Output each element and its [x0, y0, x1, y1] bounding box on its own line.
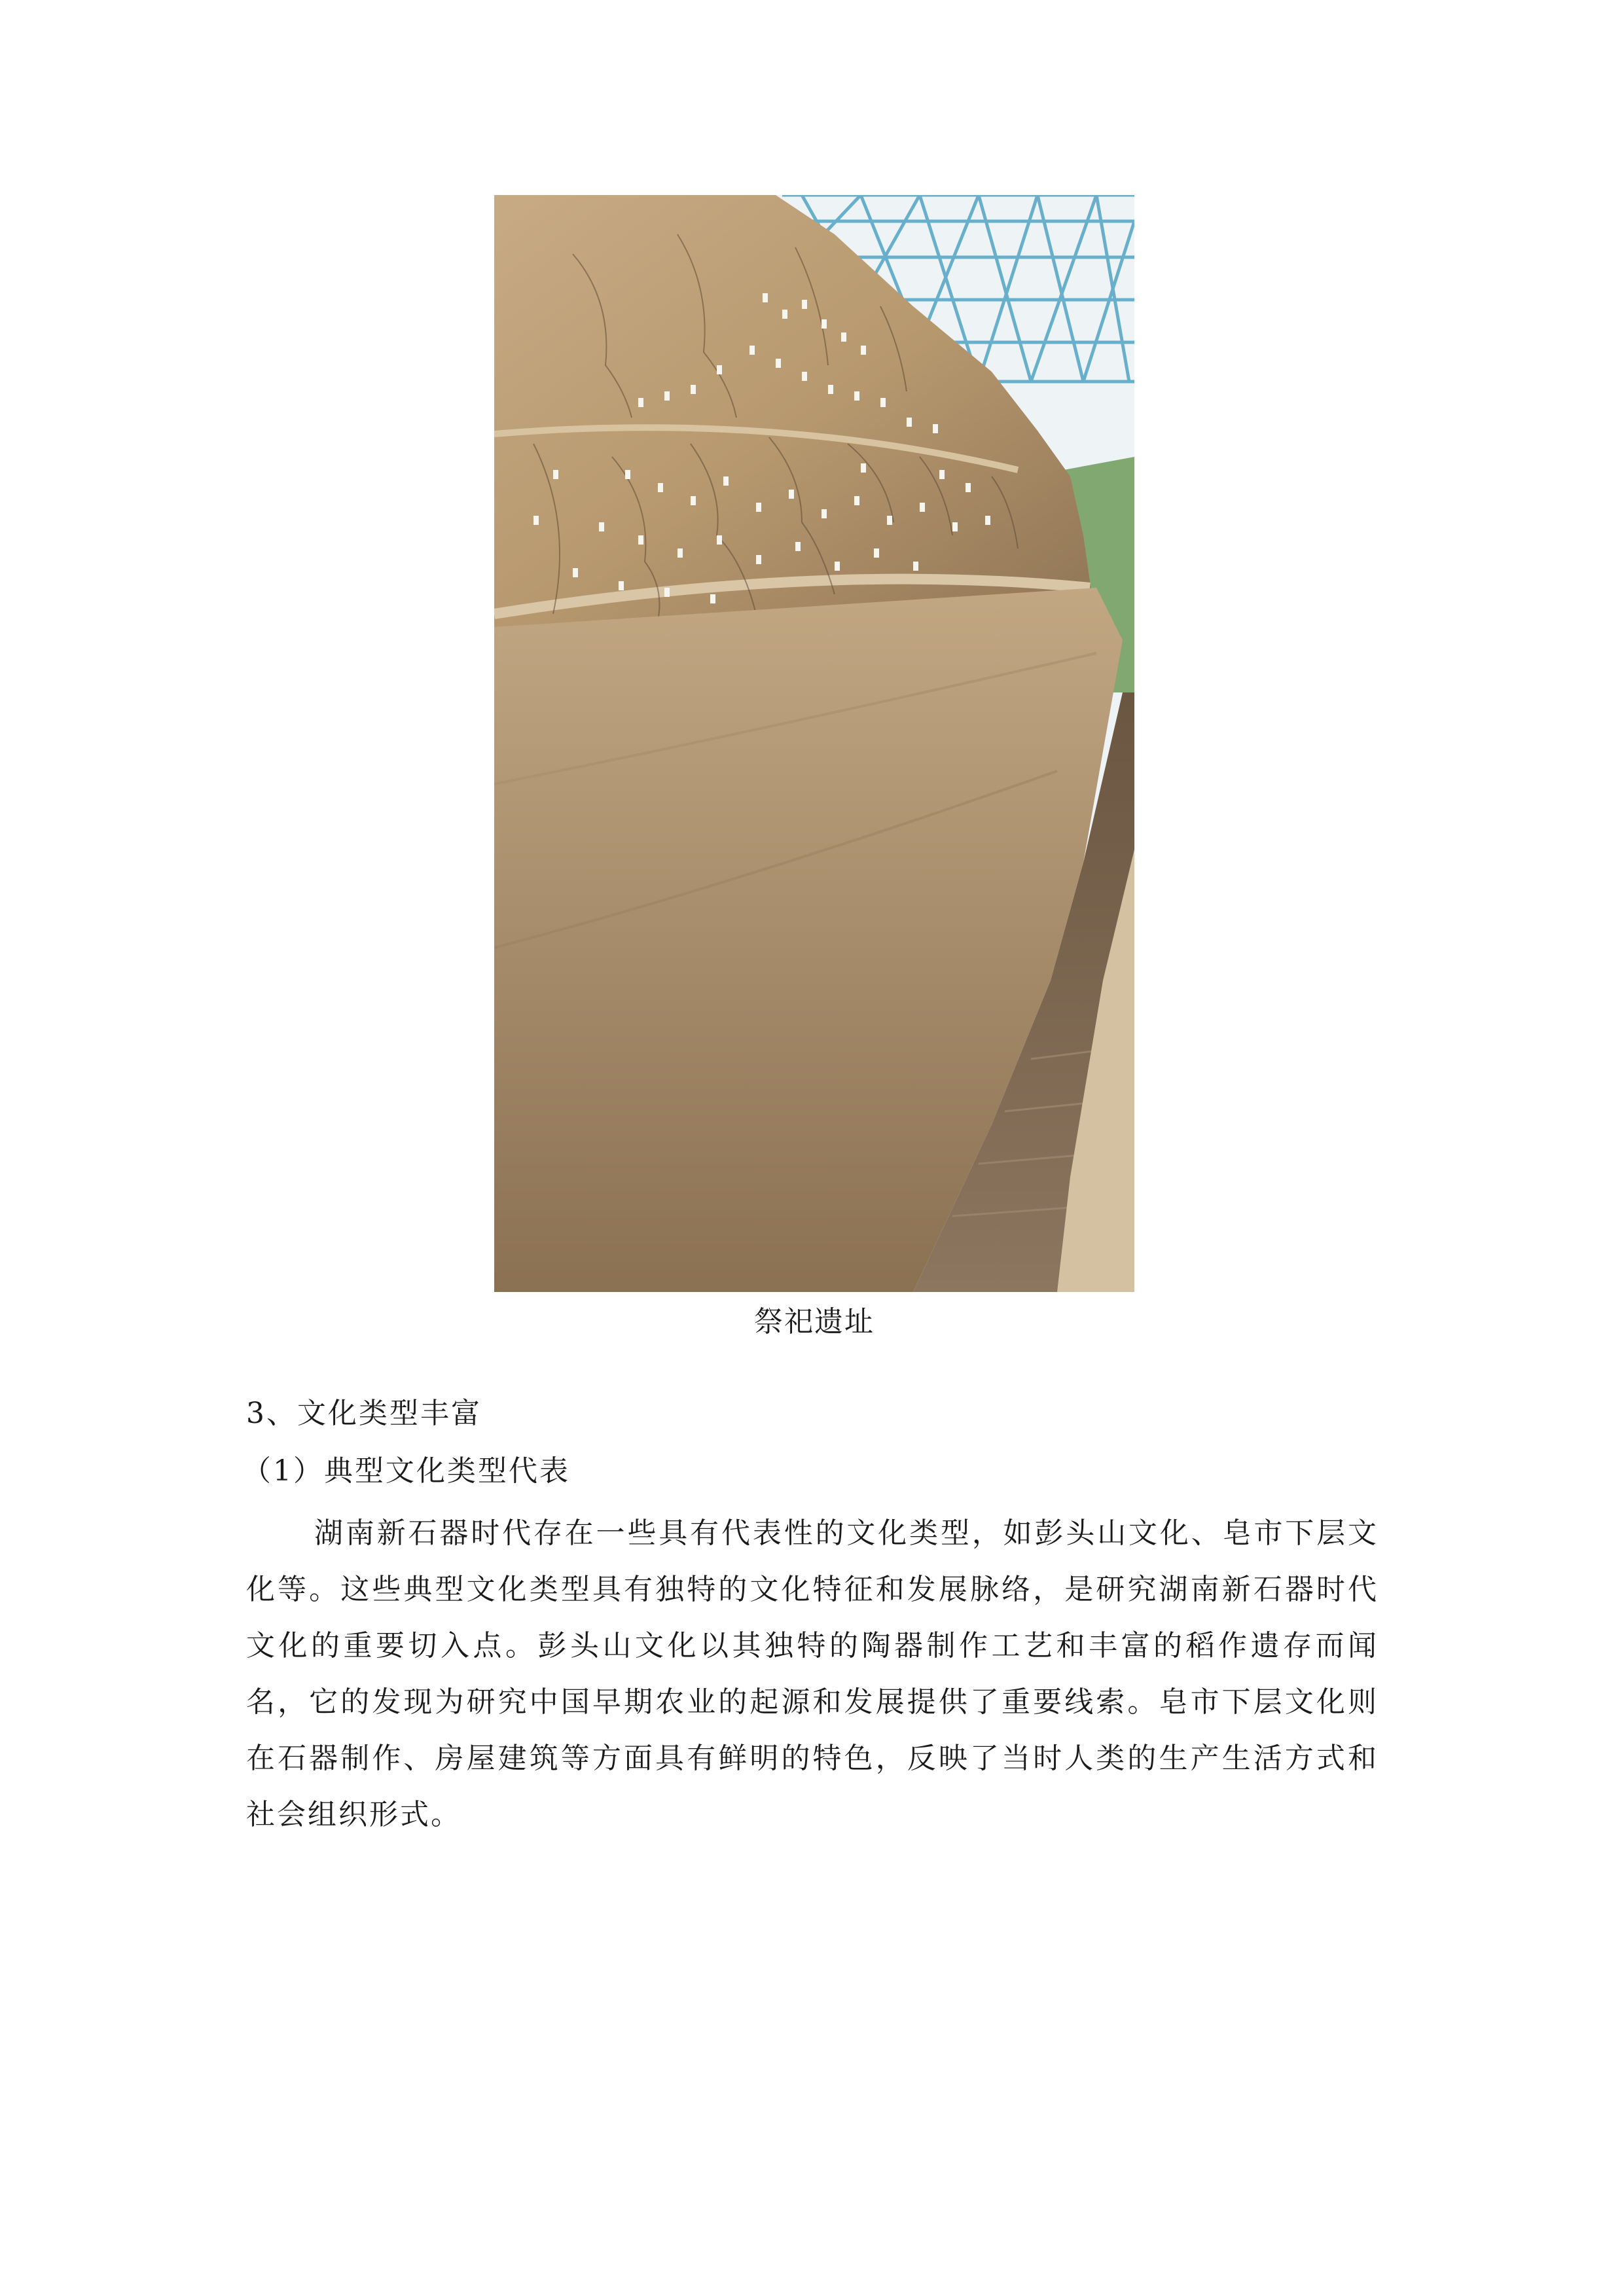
subsection-heading: （1）典型文化类型代表 — [242, 1454, 570, 1488]
body-paragraph: 湖南新石器时代存在一些具有代表性的文化类型，如彭头山文化、皂市下层文化等。这些典型文化类型具有独特的文化特征和发展脉络，是研究湖南新石器时代文化的重要切入点。彭头山文化以其独特的陶器制作工艺和丰富的稻作遗存而闻名，它的发现为研究中国早期农业的起源和发展提供了重要线索。皂市下层文化则在石器制作、房屋建筑等方面具有鲜明的特色，反映了当时人类的生产生活方式和社会组织形式。 — [246, 1516, 1379, 1831]
excavation-site-photo — [494, 195, 1134, 1292]
section-heading: 3、文化类型丰富 — [246, 1397, 482, 1430]
excavation-site-illustration — [494, 195, 1134, 1292]
figure-caption: 祭祀遗址 — [754, 1305, 875, 1338]
